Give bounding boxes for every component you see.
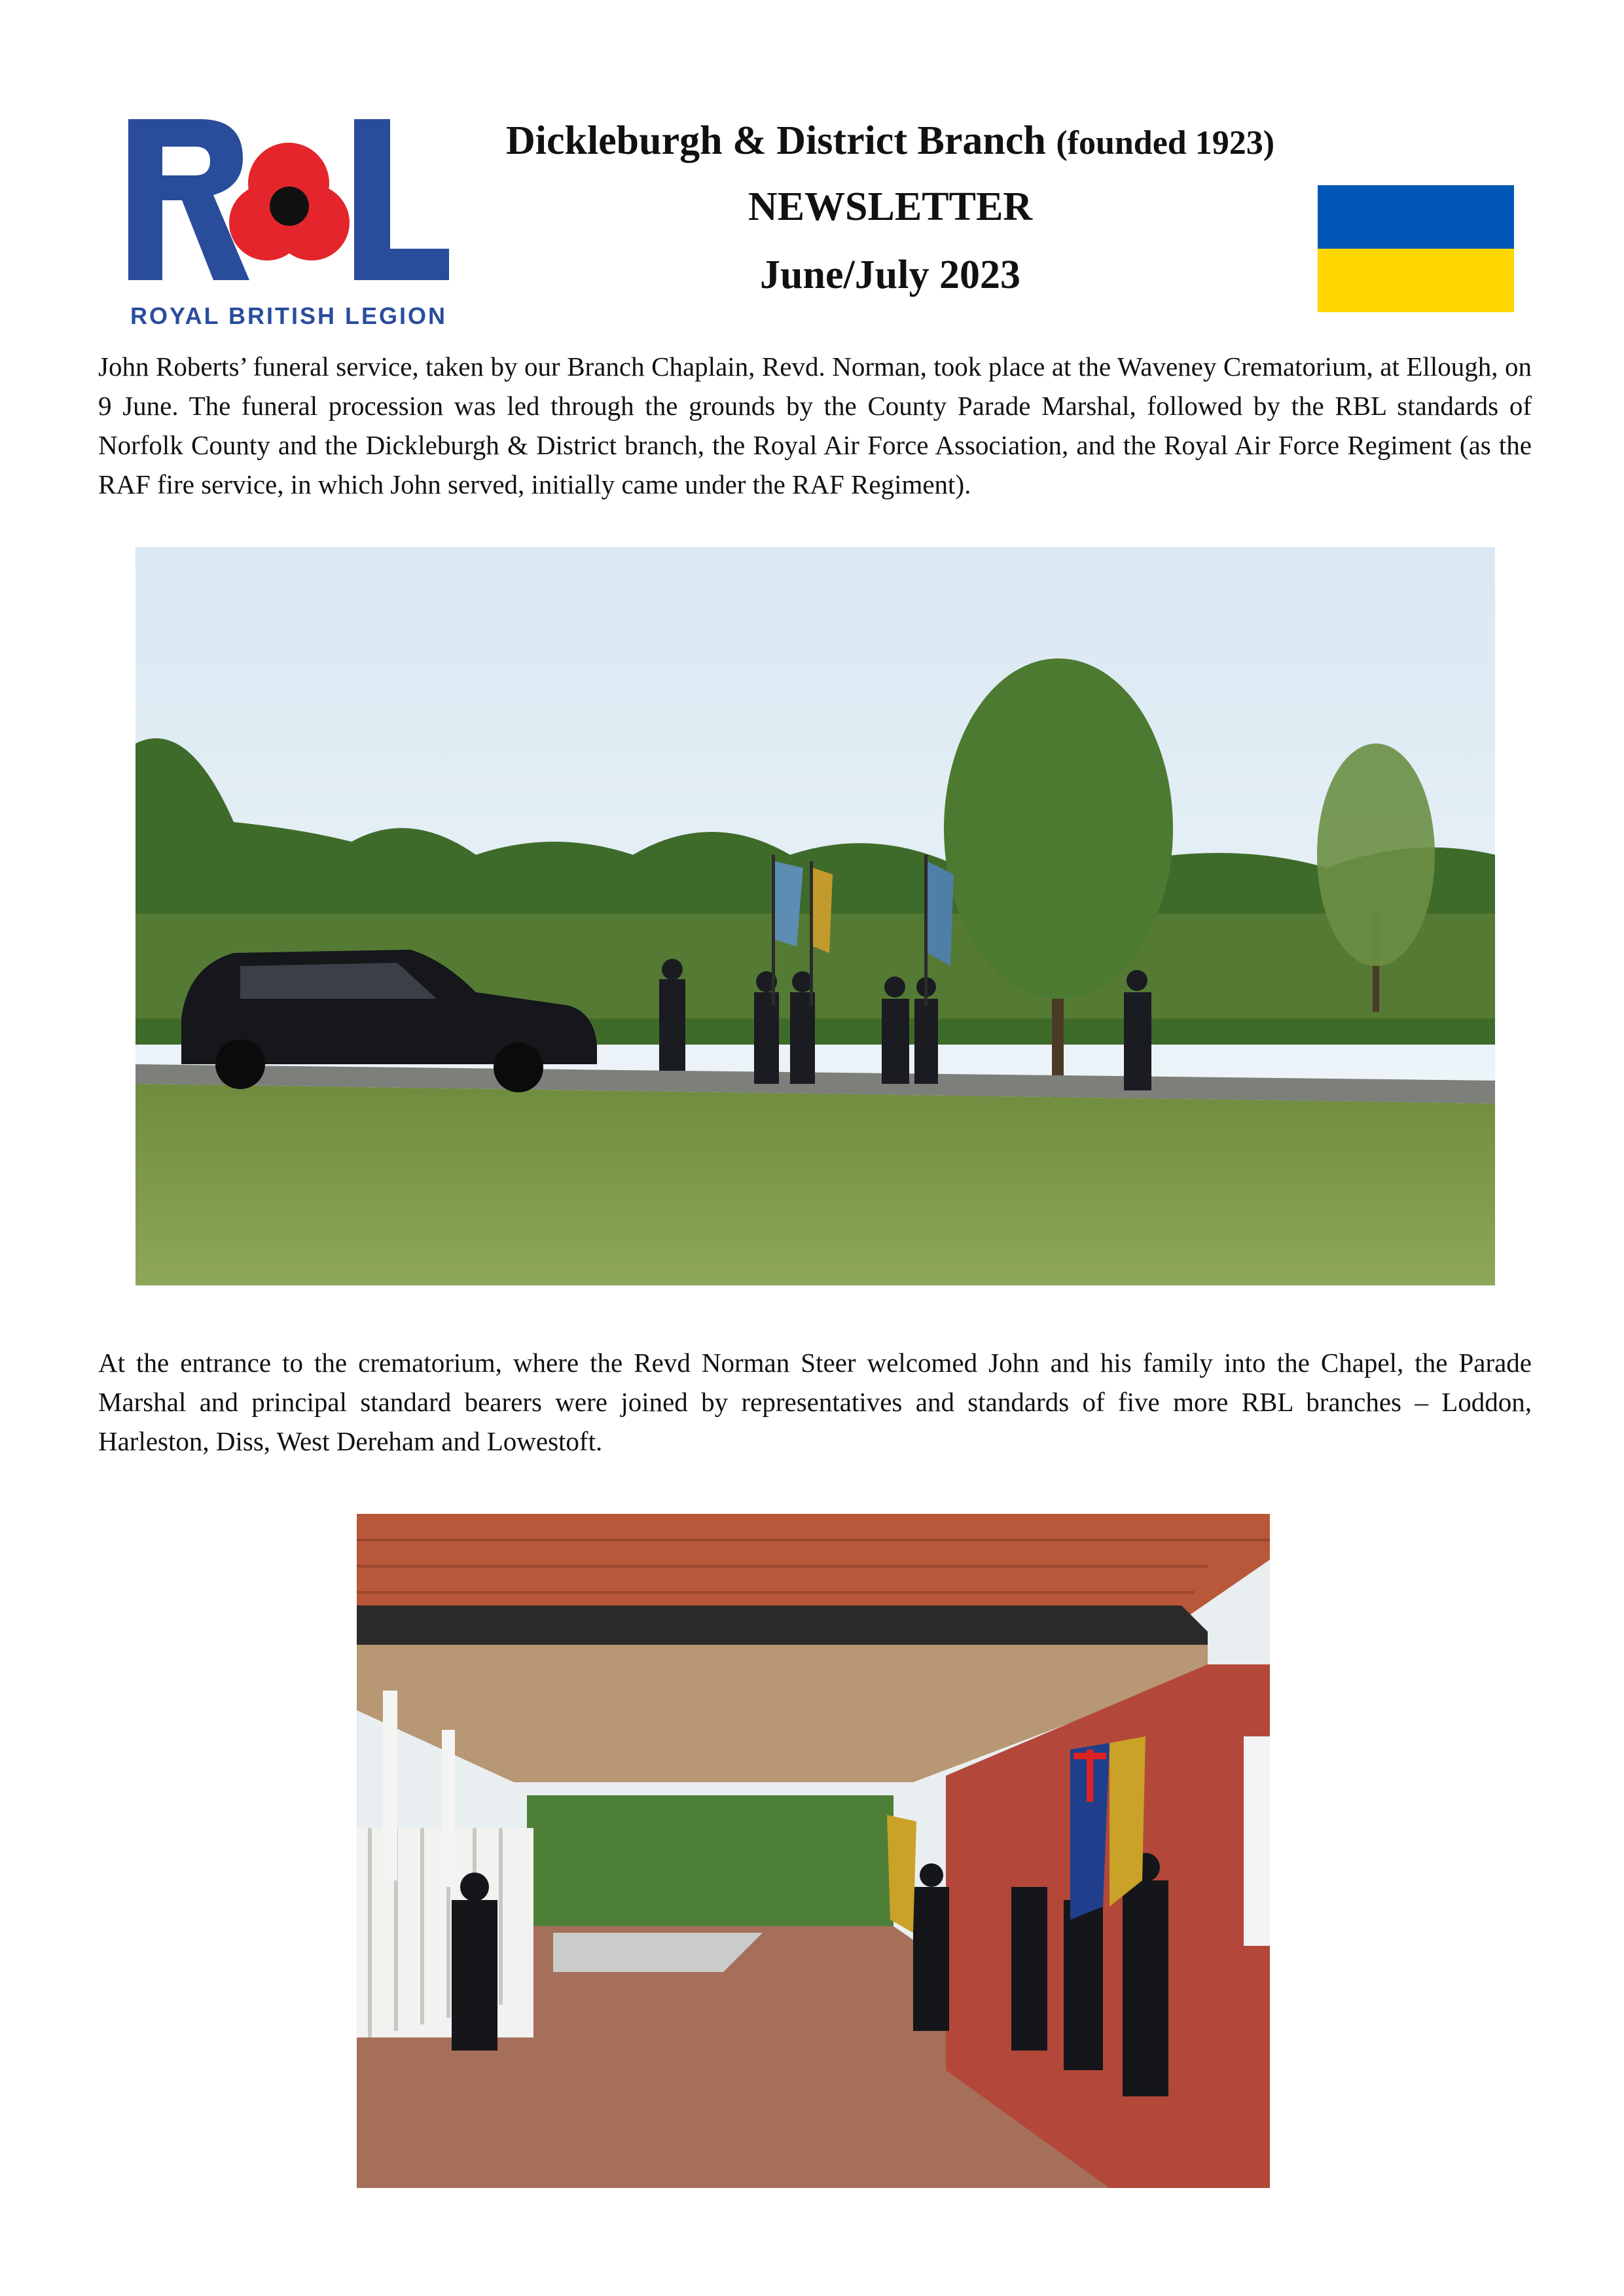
ukraine-flag xyxy=(1318,185,1514,312)
masthead xyxy=(419,111,1362,309)
newsletter-title: NEWSLETTER xyxy=(748,185,1033,229)
entrance-photo-illustration xyxy=(357,1514,1270,2188)
issue-date: June/July 2023 xyxy=(760,253,1020,297)
photo-funeral-procession xyxy=(135,547,1495,1285)
article-paragraph-2: At the entrance to the crematorium, where the Revd Norman Steer welcomed John and his family into the Chapel, the Parade Marshal and principal standard bearers were joined by representatives and standards of five more RBL branches – Loddon, Harleston, Diss, West Dereham and Lowestoft. xyxy=(98,1348,1532,1456)
logo-caption: ROYAL BRITISH LEGION xyxy=(130,302,448,329)
branch-line xyxy=(419,111,1362,173)
poppy-icon xyxy=(229,143,350,260)
founded-note: (founded 1923) xyxy=(1056,124,1275,162)
flag-blue-stripe xyxy=(1318,185,1514,249)
procession-photo-illustration xyxy=(135,547,1495,1285)
rbl-logo-mark xyxy=(122,111,456,301)
flag-yellow-stripe xyxy=(1318,249,1514,312)
rbl-logo xyxy=(122,111,456,334)
photo-crematorium-entrance xyxy=(357,1514,1270,2188)
article-paragraph-1: John Roberts’ funeral service, taken by our Branch Chaplain, Revd. Norman, took place at the Waveney Crematorium, at Ellough, on 9 June. The funeral procession was led through the grounds by the County Parade Marshal, followed by the RBL standards of Norfolk County and the Dickleburgh & District branch, the Royal Air Force Association, and the Royal Air Force Regiment (as the RAF fire service, in which John served, initially came under the RAF Regiment). xyxy=(98,351,1532,499)
branch-name: Dickleburgh & District Branch xyxy=(505,118,1046,163)
